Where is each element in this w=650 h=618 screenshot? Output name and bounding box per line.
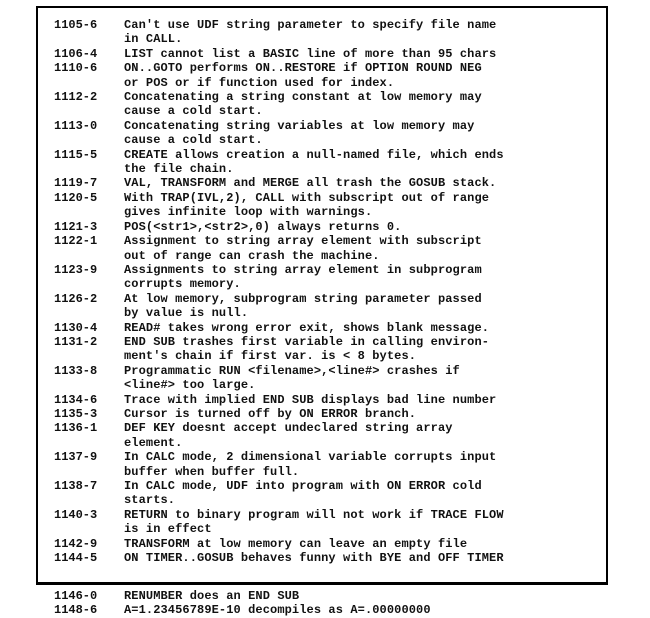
- bug-description-line: in CALL.: [124, 32, 183, 47]
- bug-entry: [54, 119, 614, 148]
- bug-entry: [54, 450, 614, 479]
- bug-description-line: ment's chain if first var. is < 8 bytes.: [124, 349, 417, 364]
- bug-description-line: VAL, TRANSFORM and MERGE all trash the GOSUB stack.: [124, 176, 497, 191]
- bug-code: 1130-4: [54, 320, 98, 335]
- bug-description: [124, 551, 614, 565]
- bug-description: [124, 47, 614, 61]
- bug-entry: [54, 18, 614, 47]
- bug-description-line: out of range can crash the machine.: [124, 248, 380, 263]
- bug-code: 1120-5: [54, 190, 98, 205]
- bug-entry: [54, 393, 614, 407]
- bug-entry: [54, 551, 614, 565]
- bug-description-line: buffer when buffer full.: [124, 464, 300, 479]
- bug-description-line: Cursor is turned off by ON ERROR branch.: [124, 406, 417, 421]
- bug-code: 1123-9: [54, 262, 98, 277]
- bug-code: 1134-6: [54, 392, 98, 407]
- bug-description-line: ON TIMER..GOSUB behaves funny with BYE and OFF TIMER: [124, 551, 504, 566]
- bug-entry: [54, 479, 614, 508]
- bug-description-line: TRANSFORM at low memory can leave an empty file: [124, 536, 468, 551]
- bug-description-line: At low memory, subprogram string parameter passed: [124, 291, 482, 306]
- bug-code: 1138-7: [54, 479, 98, 493]
- bug-description-line: is in effect: [124, 522, 212, 537]
- bug-description-line: Programmatic RUN <filename>,<line#> crashes if: [124, 363, 460, 378]
- bug-description-line: END SUB trashes first variable in calling environ-: [124, 334, 490, 349]
- bug-entry: [54, 407, 614, 421]
- bug-description: [124, 393, 614, 407]
- bug-description-line: Trace with implied END SUB displays bad line number: [124, 392, 497, 407]
- bug-description-line: starts.: [124, 493, 176, 508]
- bug-description: [124, 479, 614, 508]
- bug-entry: [54, 90, 614, 119]
- bug-description: [124, 18, 614, 47]
- bug-description: [124, 589, 614, 603]
- bug-description-line: ON..GOTO performs ON..RESTORE if OPTION ROUND NEG: [124, 61, 482, 76]
- bug-description: [124, 335, 614, 364]
- bug-description: [124, 450, 614, 479]
- bug-description-line: Assignment to string array element with subscript: [124, 234, 482, 249]
- bug-code: 1113-0: [54, 118, 98, 133]
- bug-description-line: In CALC mode, 2 dimensional variable corrupts input: [124, 450, 497, 465]
- bug-code: 1126-2: [54, 291, 98, 306]
- bug-entry: [54, 589, 614, 603]
- bug-code: 1133-8: [54, 363, 98, 378]
- bug-entry: [54, 191, 614, 220]
- bug-entry: [54, 364, 614, 393]
- bug-code: 1142-9: [54, 536, 98, 551]
- bug-entry: [54, 263, 614, 292]
- bug-description-line: or POS or if function used for index.: [124, 75, 395, 90]
- bug-description: [124, 119, 614, 148]
- bug-entry: [54, 421, 614, 450]
- bug-code: 1115-5: [54, 147, 98, 162]
- bug-code: 1110-6: [54, 61, 98, 76]
- bug-entry: [54, 61, 614, 90]
- bug-entry: [54, 335, 614, 364]
- bug-description: [124, 603, 614, 617]
- bug-code: 1112-2: [54, 90, 98, 105]
- bug-description-line: CREATE allows creation a null-named file, which ends: [124, 147, 504, 162]
- bug-description: [124, 176, 614, 190]
- bug-list: [54, 18, 614, 565]
- bug-description-line: RENUMBER does an END SUB: [124, 589, 300, 603]
- bug-code: 1121-3: [54, 219, 98, 234]
- bug-entry: [54, 292, 614, 321]
- bug-description-line: the file chain.: [124, 162, 234, 177]
- bug-entry: [54, 148, 614, 177]
- bug-code: 1105-6: [54, 18, 98, 32]
- bug-description: [124, 234, 614, 263]
- bug-description-line: A=1.23456789E-10 decompiles as A=.00000000: [124, 603, 431, 618]
- bug-code: 1106-4: [54, 46, 98, 61]
- bug-description-line: POS(<str1>,<str2>,0) always returns 0.: [124, 219, 402, 234]
- bug-description-line: Concatenating a string constant at low memory may: [124, 90, 482, 105]
- bug-description-line: gives infinite loop with warnings.: [124, 205, 373, 220]
- bug-entry: [54, 220, 614, 234]
- bug-code: 1140-3: [54, 507, 98, 522]
- bug-description-line: LIST cannot list a BASIC line of more than 95 chars: [124, 46, 497, 61]
- bug-entry: [54, 537, 614, 551]
- bug-description-line: DEF KEY doesnt accept undeclared string array: [124, 421, 453, 436]
- bug-code: 1146-0: [54, 589, 98, 603]
- bug-entry: [54, 321, 614, 335]
- bug-description-line: RETURN to binary program will not work if TRACE FLOW: [124, 507, 504, 522]
- bug-description-line: element.: [124, 435, 183, 450]
- bug-description: [124, 90, 614, 119]
- bug-description: [124, 148, 614, 177]
- bug-description: [124, 220, 614, 234]
- bug-description-line: corrupts memory.: [124, 277, 241, 292]
- bug-description-line: Can't use UDF string parameter to specify file name: [124, 18, 497, 32]
- bug-description-line: by value is null.: [124, 306, 249, 321]
- bug-code: 1135-3: [54, 406, 98, 421]
- bug-code: 1122-1: [54, 234, 98, 249]
- bug-code: 1131-2: [54, 334, 98, 349]
- bug-description: [124, 407, 614, 421]
- bug-entry: [54, 603, 614, 617]
- bug-description: [124, 508, 614, 537]
- bug-description: [124, 364, 614, 393]
- bug-entry: [54, 176, 614, 190]
- bug-description-line: <line#> too large.: [124, 378, 256, 393]
- bug-code: 1119-7: [54, 176, 98, 191]
- bug-description-line: cause a cold start.: [124, 104, 263, 119]
- bug-entry: [54, 47, 614, 61]
- bug-entry: [54, 508, 614, 537]
- bug-description: [124, 61, 614, 90]
- bug-description-line: READ# takes wrong error exit, shows blank message.: [124, 320, 490, 335]
- bug-code: 1137-9: [54, 450, 98, 465]
- bug-description-line: Concatenating string variables at low memory may: [124, 118, 475, 133]
- bug-description-line: In CALC mode, UDF into program with ON ERROR cold: [124, 479, 482, 493]
- bug-description: [124, 421, 614, 450]
- bug-description: [124, 292, 614, 321]
- bug-code: 1136-1: [54, 421, 98, 436]
- bug-description-line: cause a cold start.: [124, 133, 263, 148]
- bug-list-continued: [54, 589, 614, 618]
- bug-description: [124, 263, 614, 292]
- bug-code: 1148-6: [54, 603, 98, 618]
- bug-code: 1144-5: [54, 551, 98, 566]
- bug-description: [124, 321, 614, 335]
- bug-description-line: With TRAP(IVL,2), CALL with subscript out of range: [124, 190, 490, 205]
- bug-description: [124, 537, 614, 551]
- bug-description: [124, 191, 614, 220]
- bug-description-line: Assignments to string array element in subprogram: [124, 262, 482, 277]
- bug-entry: [54, 234, 614, 263]
